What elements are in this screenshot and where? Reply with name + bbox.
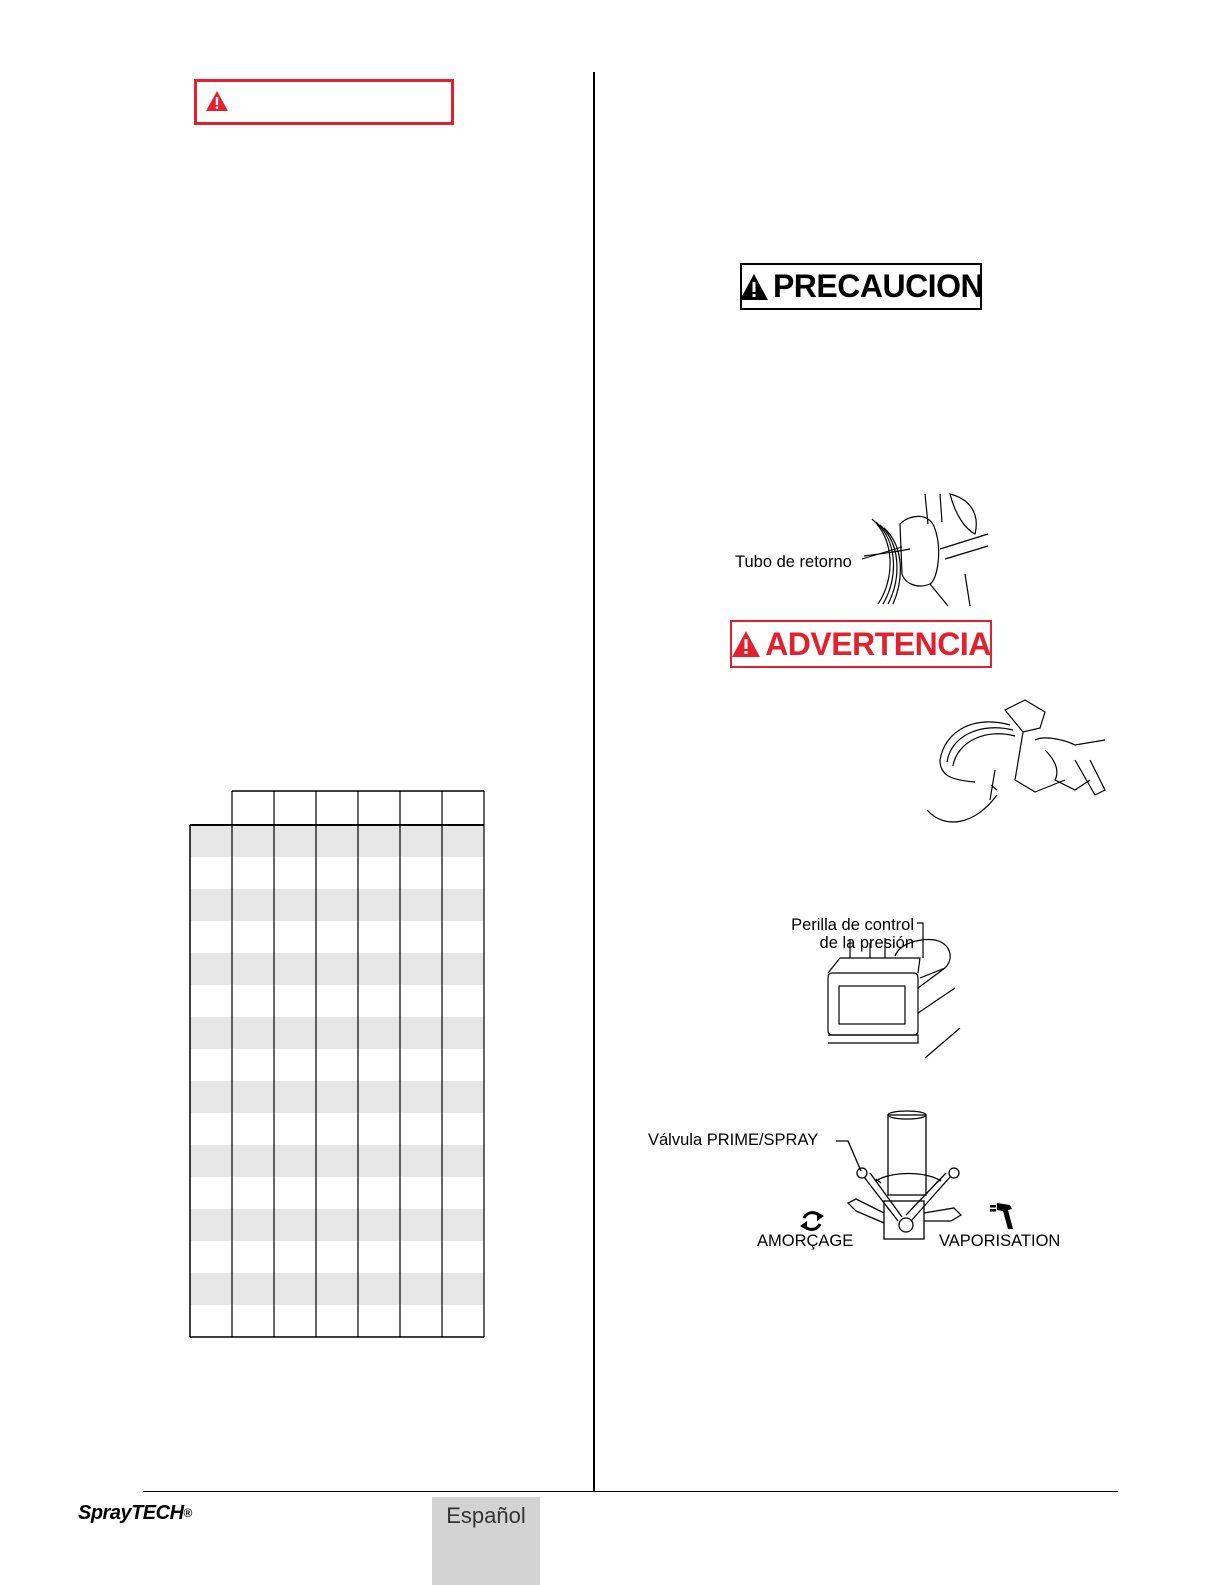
spray-gun-illustration bbox=[935, 700, 1115, 835]
prime-cycle-icon bbox=[799, 1208, 825, 1234]
data-table bbox=[190, 791, 484, 1337]
table-grid-lines bbox=[190, 791, 484, 1337]
warning-triangle-icon bbox=[731, 630, 761, 658]
return-tube-illustration bbox=[870, 494, 990, 606]
registered-mark: ® bbox=[183, 1506, 192, 1520]
language-tab-label: Español bbox=[446, 1503, 526, 1528]
footer-rule bbox=[143, 1491, 1118, 1492]
warning-box-top bbox=[194, 79, 454, 125]
spray-gun-icon bbox=[990, 1203, 1014, 1229]
warning-triangle-icon bbox=[739, 273, 769, 301]
warning-notice bbox=[730, 620, 992, 668]
column-divider bbox=[593, 72, 595, 1492]
brand-logo bbox=[78, 1502, 192, 1525]
table-row-band bbox=[190, 1017, 484, 1049]
table-row-band bbox=[190, 1209, 484, 1241]
brand-name: SprayTECH bbox=[78, 1502, 184, 1524]
spray-label: VAPORISATION bbox=[939, 1232, 1061, 1250]
pressure-knob-label-line1: Perilla de control bbox=[791, 916, 914, 934]
prime-label: AMORÇAGE bbox=[757, 1232, 854, 1250]
table-row-band bbox=[190, 889, 484, 921]
warning-triangle-icon bbox=[205, 90, 229, 112]
return-tube-label: Tubo de retorno bbox=[735, 553, 852, 571]
caution-notice bbox=[740, 263, 982, 310]
table-row-bands bbox=[190, 825, 484, 1305]
caution-label: PRECAUCION bbox=[772, 268, 984, 304]
table-row-band bbox=[190, 1145, 484, 1177]
return-tube-leader bbox=[862, 555, 882, 561]
pressure-knob-illustration bbox=[825, 918, 960, 1063]
valve-label: Válvula PRIME/SPRAY bbox=[648, 1131, 819, 1149]
table-row-band bbox=[190, 1273, 484, 1305]
warning-label: ADVERTENCIA bbox=[765, 625, 991, 662]
pressure-knob-label-line2: de la presión bbox=[819, 934, 914, 952]
language-tab bbox=[432, 1497, 540, 1585]
table-row-band bbox=[190, 1081, 484, 1113]
table-row-band bbox=[190, 953, 484, 985]
table-row-band bbox=[190, 825, 484, 857]
